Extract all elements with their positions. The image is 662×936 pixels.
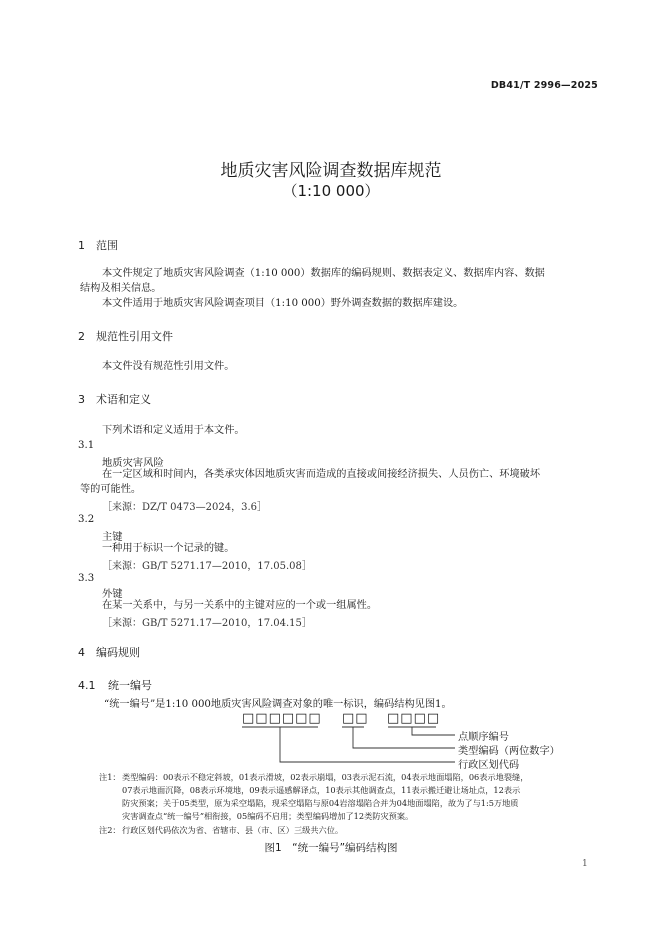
term-3-1-name: 地质灾害风险 <box>102 457 164 469</box>
note-1-line-1: 类型编码：00表示不稳定斜坡，01表示滑坡，02表示崩塌，03表示泥石流，04表示地面塌陷，06表示地裂缝， <box>122 772 529 782</box>
note-2-line-1: 行政区划代码依次为省、省辖市、县（市、区）三级共六位。 <box>122 825 344 835</box>
section-3-title: 术语和定义 <box>96 393 151 406</box>
document-title: 地质灾害风险调查数据库规范 <box>220 161 442 181</box>
section-2-paragraph: 本文件没有规范性引用文件。 <box>102 361 235 372</box>
leader-type <box>353 727 455 748</box>
section-3-number: 3 <box>78 393 85 406</box>
term-3-3-name: 外键 <box>102 588 123 600</box>
term-3-1-source: ［来源：DZ/T 0473—2024，3.6］ <box>102 502 267 513</box>
section-1-title: 范围 <box>96 239 118 252</box>
leader-admin <box>280 727 455 762</box>
section-1-paragraph-1-line-2: 结构及相关信息。 <box>80 283 162 294</box>
subsection-4-1-title: 统一编号 <box>108 679 152 692</box>
document-scale: （1:10 000） <box>282 182 380 200</box>
code-boxes-admin: □□□□□□ <box>242 711 322 726</box>
subsection-4-1-paragraph: “统一编号”是1:10 000地质灾害风险调查对象的唯一标识，编码结构见图1。 <box>104 699 452 710</box>
term-3-3-definition: 在某一关系中，与另一关系中的主键对应的一个或一组属性。 <box>102 600 378 611</box>
section-4-number: 4 <box>78 646 85 659</box>
section-1-paragraph-2: 本文件适用于地质灾害风险调查项目（1:10 000）野外调查数据的数据库建设。 <box>102 298 464 309</box>
note-1-line-3: 防灾预案；关于05类型，原为采空塌陷，现采空塌陷与原04岩溶塌陷合并为04地面塌陷，故为了与1:5万地质 <box>122 798 519 808</box>
section-2-number: 2 <box>78 330 85 343</box>
term-3-1-number: 3.1 <box>78 440 95 451</box>
term-3-3-source: ［来源：GB/T 5271.17—2010，17.04.15］ <box>102 618 312 629</box>
standard-number: DB41/T 2996—2025 <box>490 80 598 91</box>
note-2-prefix: 注2： <box>99 825 121 835</box>
code-boxes-sequence: □□□□ <box>387 711 441 726</box>
note-1-line-4: 灾害调查点“统一编号”相衔接，05编码不启用；类型编码增加了12类防灾预案。 <box>122 811 414 821</box>
note-1-line-2: 07表示地面沉降，08表示环境地，09表示遥感解译点，10表示其他调查点，11表示搬迁避让场址点，12表示 <box>122 785 521 795</box>
figure-caption: 图1 “统一编号”编码结构图 <box>264 842 398 854</box>
section-1-number: 1 <box>78 239 85 252</box>
leader-sequence <box>412 727 455 735</box>
section-2-title: 规范性引用文件 <box>96 330 173 343</box>
term-3-2-name: 主键 <box>102 531 123 543</box>
term-3-2-source: ［来源：GB/T 5271.17—2010，17.05.08］ <box>102 561 312 572</box>
section-4-title: 编码规则 <box>96 646 140 659</box>
section-3-intro: 下列术语和定义适用于本文件。 <box>102 425 245 436</box>
label-type-code: 类型编码（两位数字） <box>458 746 560 757</box>
term-3-3-number: 3.3 <box>78 573 95 584</box>
subsection-4-1-number: 4.1 <box>78 679 96 692</box>
label-point-sequence: 点顺序编号 <box>458 732 509 743</box>
note-1-prefix: 注1： <box>99 772 121 782</box>
page-number: 1 <box>582 859 588 869</box>
term-3-1-definition-line-1: 在一定区域和时间内，各类承灾体因地质灾害而造成的直接或间接经济损失、人员伤亡、环境破坏 <box>102 469 541 480</box>
label-admin-code: 行政区划代码 <box>458 760 520 771</box>
term-3-1-definition-line-2: 等的可能性。 <box>80 484 142 495</box>
term-3-2-definition: 一种用于标识一个记录的键。 <box>102 543 235 554</box>
section-1-paragraph-1-line-1: 本文件规定了地质灾害风险调查（1:10 000）数据库的编码规则、数据表定义、数据库内容、数据 <box>102 268 545 279</box>
code-boxes-type: □□ <box>342 711 369 726</box>
term-3-2-number: 3.2 <box>78 514 95 525</box>
